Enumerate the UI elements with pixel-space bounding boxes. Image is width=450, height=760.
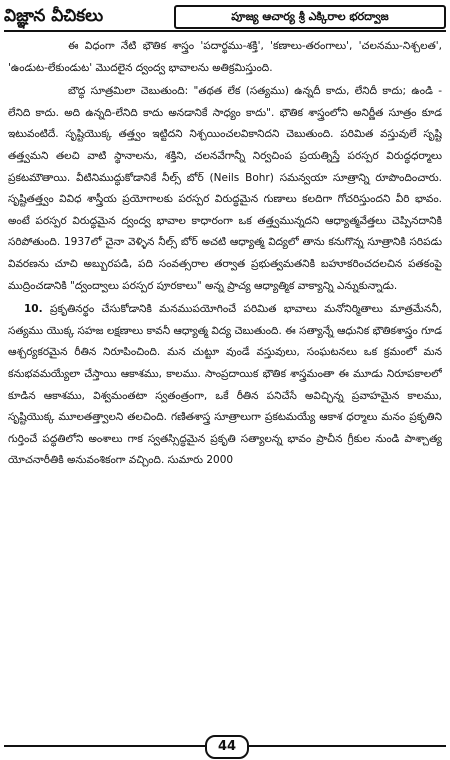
paragraph-2 [8, 81, 442, 297]
book-title: విజ్ఞాన వీచికలు [4, 6, 104, 26]
page-footer [0, 735, 450, 757]
header-divider [4, 30, 446, 32]
paragraph-text: ఈ విధంగా నేటి భౌతిక శాస్త్రం 'పదార్థము-శక్తి', 'కణాలు-తరంగాలు', 'చలనము-నిశ్చలత', 'ఉండుట-లేకుండుట' మొదలైన ద్వంద్వ భావాలను అతిక్రమిస్తుంది. [8, 40, 442, 74]
paragraph-1 [8, 36, 442, 79]
paragraph-text: ప్రకృతినర్థం చేసుకోడానికి మనముపయోగించే పరిమిత భావాలు మనోనిర్మితాలు మాత్రమేననీ, సత్యము యొక్క సహజ లక్షణాలు కావనీ ఆధ్యాత్మ విద్య చెబుతుంది. ఈ సత్యాన్నే ఆధునిక భౌతికశాస్త్రం గూడ ఆశ్చర్యకరమైన రీతిన నిరూపించింది. మన చుట్టూ వుండే వస్తువులు, సంఘటనలు ఒక క్రమంలో మన కనుభవమయ్యేలా చేస్తాయి ఆకాశము, కాలము. సాంప్రదాయిక భౌతిక శాస్త్రమంతా ఈ మూడు నిరూపకాలలో కూడిన ఆకాశము, విశ్వమంతటా స్వతంత్రంగా, ఒకే రీతిన పనిచేసే అవిచ్ఛిన్న ప్రవాహమైన కాలము, సృష్టియొక్క మూలతత్త్వాలని తలచింది. గణితశాస్త్ర సూత్రాలుగా ప్రకటమయ్యే ఆకాశ ధర్మాలు మనం ప్రకృతిని గుర్తించే పద్ధతిలోని అంశాలు గాక స్వతస్సిద్ధమైన ప్రకృతి సత్యాలన్న భావం ప్రాచీన గ్రీకుల నుండి పాశ్చాత్య యోచనారీతికి అనువంశికంగా వచ్చింది. సుమారు 2000 [8, 303, 442, 467]
paragraph-text: బౌద్ధ సూత్రమిలా చెబుతుంది: "తథత లేక (సత్యము) ఉన్నదీ కాదు, లేనిదీ కాదు; ఉండి - లేనిది కాదు. అది ఉన్నది-లేనిది కాదు అనడానికే సాధ్యం కాదు". భౌతిక శాస్త్రంలోని అనిర్ణీత సూత్రం కూడ ఇటువంటిదే. సృష్టియొక్క తత్త్వం ఇట్టిదని నిశ్చయించలవికానిదని చెబుతుంది. పరిమిత వస్తువులే సృష్టి తత్త్వమని తలచి వాటి స్థానాలను, శక్తిని, చలనవేగాన్నీ నిర్వచింప ప్రయత్నిస్తే పరస్పర విరుద్ధధర్మాలు ప్రకటమౌతాయి. వీటినిముద్ధుకోడానికే నీల్స్ బోర్ (Neils Bohr) సమన్వయా సూత్రాన్ని రూపొందించారు. సృష్టితత్త్వం వివిధ శాస్త్రీయ ప్రయోగాలకు పరస్పర విరుద్ధమైన గుణాలు కలదిగా గోచరిస్తుందని వీరి భావం. అంటే పరస్పర విరుద్ధమైన ద్వంద్వ భావాల కాధారంగా ఒక తత్త్వమున్నదని ఆధ్యాత్మవేత్తలు చెప్పినదానికి సరిపోతుంది. 1937లో చైనా వెళ్ళిన నీల్స్ బోర్ అచటి ఆధ్యాత్మ విద్యలో తాను కనుగొన్న సూత్రానికి సరిపడు వివరణను చూచి అబ్బురపడి, పది సంవత్సరాల తర్వాత ప్రభుత్వమతనికి బహూకరించదలచిన పతకంపై ముద్రించడానికి "ద్వంద్వాలు పరస్పర పూరకాలు" అన్న ప్రాచ్య ఆధ్యాత్మిక వాక్యాన్ని ఎన్నుకున్నాడు. [8, 85, 442, 292]
page-header [4, 4, 446, 32]
paragraph-3 [8, 299, 442, 472]
page-number: 44 [205, 735, 249, 759]
page-body [8, 36, 442, 728]
paragraph-number: 10. [24, 303, 43, 316]
author-name-box: పూజ్య ఆచార్య శ్రీ ఎక్కిరాల భరద్వాజ [174, 5, 446, 29]
